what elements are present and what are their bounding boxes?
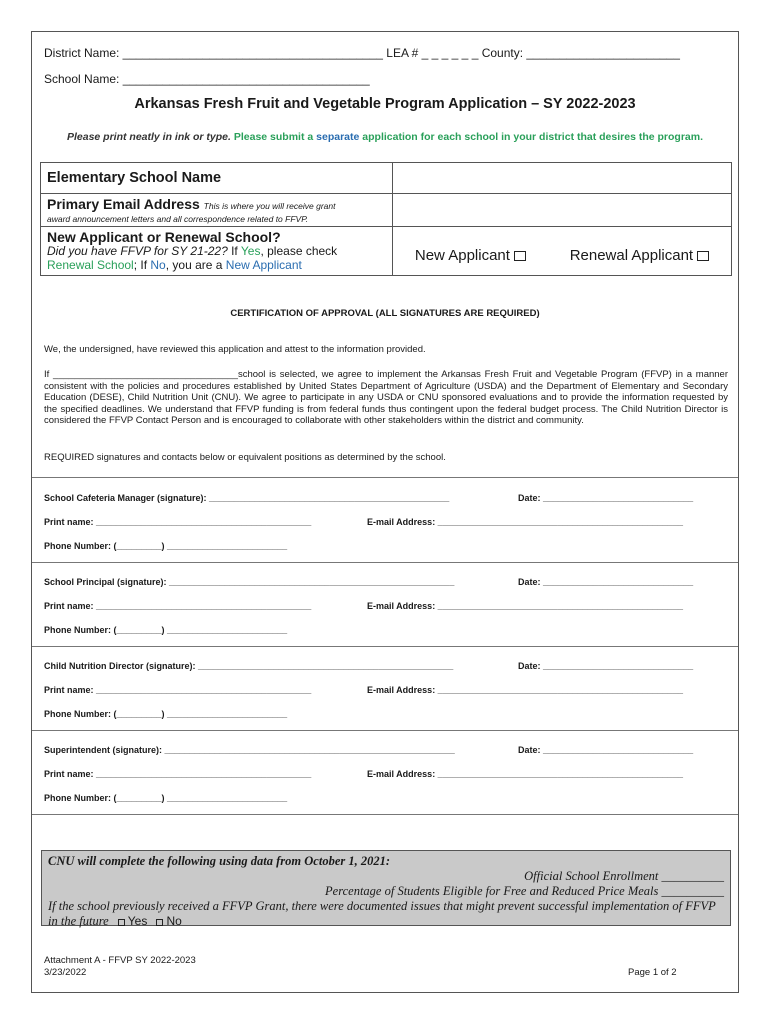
cnu-no-label: No (166, 914, 182, 928)
school-info-table (40, 162, 732, 276)
renewal-applicant-option[interactable] (570, 247, 709, 264)
primary-email-note: This is where you will receive grant (203, 201, 336, 211)
district-line[interactable]: District Name: _______________________________________ LEA # _ _ _ _ _ _ County: _______________________ (44, 46, 680, 60)
superintendent-date[interactable]: Date: ______________________________ (518, 745, 694, 755)
new-applicant-checkbox[interactable] (514, 251, 526, 261)
question-you-are: , you are a (165, 258, 226, 272)
superintendent-print-name[interactable]: Print name: ___________________________________________ (44, 769, 312, 779)
instructions-separate: separate (316, 131, 360, 143)
new-applicant-option[interactable] (415, 247, 526, 264)
instructions-part2: Please submit a (233, 131, 314, 143)
elementary-school-name-label-cell (41, 163, 393, 194)
cafeteria-manager-print-name[interactable]: Print name: ___________________________________________ (44, 517, 312, 527)
primary-email-label-cell (41, 194, 393, 227)
fffvp-question: Did you have FFVP for SY 21-22? (47, 244, 228, 258)
certification-paragraph-1: We, the undersigned, have reviewed this application and attest to the information provided. (44, 344, 426, 355)
divider (32, 562, 738, 563)
new-or-renewal-cell (41, 227, 393, 276)
instructions-part1: Please print neatly in ink or type. (66, 131, 231, 143)
superintendent-signature[interactable]: Superintendent (signature): __________________________________________________________ (44, 745, 455, 755)
cnu-yes-label: Yes (127, 914, 148, 928)
primary-email-field[interactable] (393, 194, 732, 227)
cafeteria-manager-date[interactable]: Date: ______________________________ (518, 493, 694, 503)
cnu-issues: If the school previously received a FFVP Grant, there were documented issues that might prevent successful implementation of FFVP (48, 899, 716, 913)
principal-signature[interactable]: School Principal (signature): _________________________________________________________ (44, 577, 455, 587)
cn-director-date[interactable]: Date: ______________________________ (518, 661, 694, 671)
instructions (32, 131, 738, 143)
principal-date[interactable]: Date: ______________________________ (518, 577, 694, 587)
cafeteria-manager-phone[interactable]: Phone Number: (_________) ________________________ (44, 541, 288, 551)
renewal-applicant-label: Renewal Applicant (569, 246, 694, 264)
cnu-enrollment[interactable]: Official School Enrollment __________ (524, 869, 724, 883)
divider (32, 646, 738, 647)
superintendent-phone[interactable]: Phone Number: (_________) ________________________ (44, 793, 288, 803)
cnu-yes-checkbox[interactable] (118, 919, 125, 926)
no-word: No (150, 258, 166, 272)
school-name-line[interactable]: School Name: _____________________________________ (44, 72, 370, 86)
principal-print-name[interactable]: Print name: ___________________________________________ (44, 601, 312, 611)
new-applicant-label: New Applicant (414, 246, 510, 264)
divider (32, 814, 738, 815)
footer-date: 3/23/2022 (44, 967, 87, 978)
question-if: If (227, 244, 241, 258)
divider (32, 730, 738, 731)
cnu-title: CNU will complete the following using data from October 1, 2021: (48, 854, 391, 868)
new-applicant-word: New Applicant (225, 258, 302, 272)
elementary-school-name-label: Elementary School Name (47, 170, 222, 186)
superintendent-email[interactable]: E-mail Address: _________________________________________________ (367, 769, 683, 779)
cn-director-signature[interactable]: Child Nutrition Director (signature): ___________________________________________________ (44, 661, 454, 671)
cnu-in-future-row (48, 914, 724, 929)
cnu-no-checkbox[interactable] (156, 919, 163, 926)
form-page (31, 31, 739, 993)
page-title: Arkansas Fresh Fruit and Vegetable Program Application – SY 2022-2023 (134, 96, 636, 112)
divider (32, 477, 738, 478)
question-if-no: ; If (133, 258, 151, 272)
elementary-school-name-field[interactable] (393, 163, 732, 194)
certification-paragraph-3: REQUIRED signatures and contacts below or equivalent positions as determined by the school. (44, 452, 446, 463)
cn-director-print-name[interactable]: Print name: ___________________________________________ (44, 685, 312, 695)
instructions-part4: application for each school in your district that desires the program. (362, 131, 704, 143)
cafeteria-manager-email[interactable]: E-mail Address: _________________________________________________ (367, 517, 683, 527)
renewal-school-word: Renewal School (47, 258, 134, 272)
renewal-applicant-checkbox[interactable] (697, 251, 709, 261)
footer-attachment: Attachment A - FFVP SY 2022-2023 (44, 955, 196, 966)
cafeteria-manager-signature[interactable]: School Cafeteria Manager (signature): ________________________________________________ (44, 493, 450, 503)
certification-heading: CERTIFICATION OF APPROVAL (ALL SIGNATURES ARE REQUIRED) (230, 308, 540, 319)
certification-paragraph-2: If ___________________________________school is selected, we agree to implement the Arkansas Fresh Fruit and Vegetable Program (FFVP) in a manner consistent with the policies and procedures established by United States Department of Agriculture (USDA) and the Department of Elementary and Secondary Education (DESE), Child Nutrition Unit (CNU). We agree to participate in any USDA or CNU sponsored evaluations and to provide the information requested by the specified deadlines. We understand that FFVP funding is from federal funds thus contingent upon the federal budget process. The Child Nutrition Director is considered the FFVP Contact Person and is encouraged to collaborate with other stakeholders within the district and community. (44, 369, 728, 426)
principal-phone[interactable]: Phone Number: (_________) ________________________ (44, 625, 288, 635)
cn-director-phone[interactable]: Phone Number: (_________) ________________________ (44, 709, 288, 719)
primary-email-note-2: award announcement letters and all correspondence related to FFVP. (47, 214, 309, 224)
new-or-renewal-heading: New Applicant or Renewal School? (47, 229, 281, 245)
principal-email[interactable]: E-mail Address: _________________________________________________ (367, 601, 683, 611)
cnu-in-future: in the future (48, 914, 109, 928)
cnu-percentage[interactable]: Percentage of Students Eligible for Free and Reduced Price Meals __________ (325, 884, 724, 898)
applicant-type-cell (393, 227, 732, 276)
primary-email-label: Primary Email Address (47, 196, 200, 212)
cn-director-email[interactable]: E-mail Address: _________________________________________________ (367, 685, 683, 695)
cnu-box (41, 850, 731, 926)
footer-page-number: Page 1 of 2 (628, 967, 677, 978)
yes-word: Yes (240, 244, 261, 258)
question-please-check: , please check (260, 244, 338, 258)
